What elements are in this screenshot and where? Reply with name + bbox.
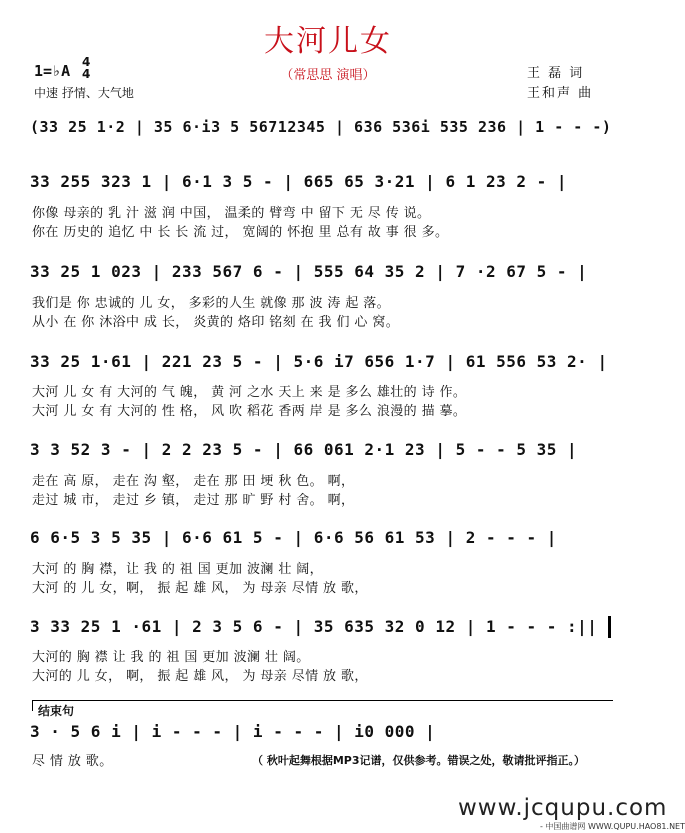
ending-label: 结束句	[38, 704, 75, 718]
system-5-lyric-2: 大河 的 儿 女，啊， 振 起 雄 风， 为 母亲 尽情 放 歌，	[32, 581, 368, 596]
singer-credit: （常思思 演唱）	[280, 68, 376, 83]
system-1-lyric-1: 你像 母亲的 乳 汁 滋 润 中国， 温柔的 臂弯 中 留下 无 尽 传 说。	[32, 206, 431, 221]
system-2-lyric-1: 我们是 你 忠诚的 儿 女， 多彩的人生 就像 那 波 涛 起 落。	[32, 296, 391, 311]
system-2-notes: 33 25 1 023 | 233 567 6 - | 555 64 35 2 | 7 ·2 67 5 - |	[30, 262, 588, 281]
song-title: 大河儿女	[264, 24, 392, 59]
system-4-lyric-1: 走在 高 原， 走在 沟 壑， 走在 那 田 埂 秋 色。 啊，	[32, 474, 355, 489]
tempo-marking: 中速 抒情、大气地	[34, 86, 134, 100]
repeat-bar	[608, 616, 611, 638]
system-6-lyric-1: 大河的 胸 襟 让 我 的 祖 国 更加 波澜 壮 阔。	[32, 650, 310, 665]
system-3-notes: 33 25 1·61 | 221 23 5 - | 5·6 i7 656 1·7 | 61 556 53 2· |	[30, 352, 608, 371]
key-signature: 1=♭A	[34, 62, 71, 80]
system-1-notes: 33 255 323 1 | 6·1 3 5 - | 665 65 3·21 | 6 1 23 2 - |	[30, 172, 568, 191]
system-2-lyric-2: 从小 在 你 沐浴中 成 长， 炎黄的 烙印 铭刻 在 我 们 心 窝。	[32, 315, 400, 330]
composer-credit: 王和声 曲	[527, 86, 594, 101]
system-4-notes: 3 3 52 3 - | 2 2 23 5 - | 66 061 2·1 23 | 5 - - 5 35 |	[30, 440, 578, 459]
meter-top: 4	[82, 55, 91, 69]
time-signature	[82, 56, 90, 80]
system-5-notes: 6 6·5 3 5 35 | 6·6 61 5 - | 6·6 56 61 53 | 2 - - - |	[30, 528, 557, 547]
system-6-notes: 3 33 25 1 ·61 | 2 3 5 6 - | 35 635 32 0 12 | 1 - - - :||	[30, 617, 598, 636]
system-4-lyric-2: 走过 城 市， 走过 乡 镇， 走过 那 旷 野 村 舍。 啊，	[32, 493, 355, 508]
system-3-lyric-1: 大河 儿 女 有 大河的 气 魄， 黄 河 之水 天上 来 是 多么 雄壮的 诗 作。	[32, 385, 467, 400]
transcription-remark: （ 秋叶起舞根据MP3记谱，仅供参考。错误之处，敬请批评指正。）	[252, 754, 585, 767]
site-sub-watermark: - 中国曲谱网 WWW.QUPU.HAO81.NET	[540, 822, 685, 831]
lyricist-credit: 王 磊 词	[527, 66, 585, 81]
system-6-lyric-2: 大河的 儿 女， 啊， 振 起 雄 风， 为 母亲 尽情 放 歌，	[32, 669, 368, 684]
ending-notes: 3 · 5 6 i | i - - - | i - - - | i0 000 |	[30, 722, 436, 741]
site-watermark: www.jcqupu.com	[458, 795, 668, 821]
intro-notation: (33 25 1·2 | 35 6·i3 5 56712345 | 636 536i 535 236 | 1 - - -)	[30, 118, 612, 136]
ending-bracket	[32, 700, 613, 711]
ending-lyric: 尽 情 放 歌。	[32, 754, 113, 769]
system-3-lyric-2: 大河 儿 女 有 大河的 性 格， 风 吹 稻花 香两 岸 是 多么 浪漫的 描 摹。	[32, 404, 467, 419]
system-1-lyric-2: 你在 历史的 追忆 中 长 长 流 过， 宽阔的 怀抱 里 总有 故 事 很 多。	[32, 225, 449, 240]
system-5-lyric-1: 大河 的 胸 襟，让 我 的 祖 国 更加 波澜 壮 阔，	[32, 562, 324, 577]
meter-bottom: 4	[82, 67, 91, 81]
